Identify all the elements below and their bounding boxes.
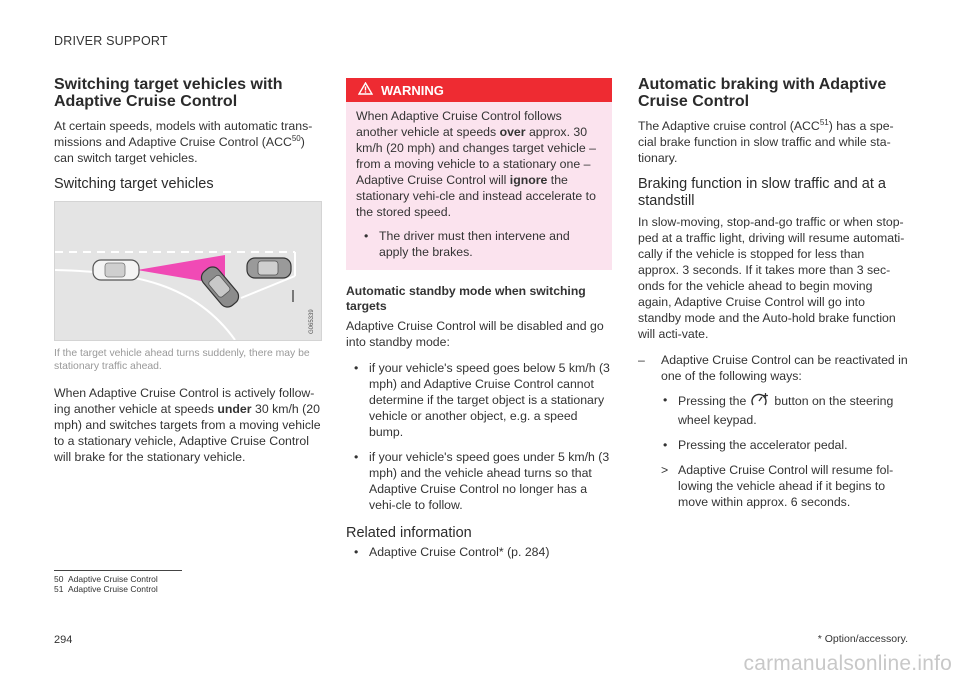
intro-paragraph: At certain speeds, models with automatic trans-missions and Adaptive Cruise Control (ACC$^{50}$) can switch target vehicles. xyxy=(54,119,313,165)
heading-standby-mode: Automatic standby mode when switching targets xyxy=(346,284,586,313)
standby-intro: Adaptive Cruise Control will be disabled and go into standby mode: xyxy=(346,319,604,349)
watermark[interactable]: carmanualsonline.info xyxy=(743,652,952,675)
page-number: 294 xyxy=(54,634,73,646)
figure-code: G065339 xyxy=(309,309,315,334)
subheading-braking-function: Braking function in slow traffic and at a standstill xyxy=(638,176,886,209)
footnote-ref-51[interactable]: 51 xyxy=(819,117,829,127)
list-item: • if your vehicle's speed goes under 5 km/h (3 mph) and the vehicle ahead turns so that Adaptive Cruise Control no longer has a vehi-cle to follow. xyxy=(354,450,610,512)
column-switching-targets xyxy=(54,76,322,475)
warning-box xyxy=(346,78,612,270)
braking-intro: The Adaptive cruise control (ACC$^{51}$) has a spe-cial brake function in slow traffic and while sta-tionary. xyxy=(638,117,894,165)
list-item: • The driver must then intervene and apply the brakes. xyxy=(364,229,570,259)
warning-triangle-icon xyxy=(358,82,373,98)
list-item: • Pressing the accelerator pedal. xyxy=(663,438,848,452)
option-accessory-note: * Option/accessory. xyxy=(817,633,908,645)
column-warning-standby xyxy=(346,78,612,569)
braking-body: In slow-moving, stop-and-go traffic or when stop-ped at a traffic light, driving will resume automati-cally if the vehicle is stopped for less than approx. 3 seconds. If it takes more than 3 sec-onds for the vehicle ahead to begin moving again, Adaptive Cruise Control will go into standby mode and the Auto-hold brake function will acti-vate. xyxy=(638,215,905,341)
reactivation-step: – Adaptive Cruise Control can be reactivated in one of the following ways: xyxy=(638,353,908,383)
footnote-divider xyxy=(54,570,182,571)
list-item: • if your vehicle's speed goes below 5 km/h (3 mph) and Adaptive Cruise Control cannot determine if the target object is a stationary vehicle or another object, e.g. a speed bump. xyxy=(354,361,610,439)
illustration-target-switch xyxy=(54,201,322,341)
list-item: • Pressing the button on the steering wheel keypad. xyxy=(663,393,894,427)
standby-bullets xyxy=(346,360,612,513)
road-illustration xyxy=(55,202,321,340)
section-header: DRIVER SUPPORT xyxy=(54,34,168,48)
footnote-50: 50 Adaptive Cruise Control xyxy=(54,574,158,584)
column-automatic-braking xyxy=(638,76,908,519)
own-vehicle xyxy=(93,260,139,280)
warning-header xyxy=(346,78,612,102)
heading-automatic-braking: Automatic braking with Adaptive Cruise Control xyxy=(638,76,887,110)
figure-caption: If the target vehicle ahead turns suddenly, there may be stationary traffic ahead. xyxy=(54,348,310,372)
heading-switching-target-vehicles: Switching target vehicles with Adaptive Cruise Control xyxy=(54,76,283,110)
warning-label: WARNING xyxy=(381,82,444,98)
stationary-vehicle xyxy=(247,258,291,278)
footnote-51: 51 Adaptive Cruise Control xyxy=(54,584,158,594)
reactivation-options xyxy=(661,392,908,510)
body-paragraph: When Adaptive Cruise Control is actively follow-ing another vehicle at speeds under 30 km/h (20 mph) and switches targets from a moving vehicle to a stationary vehicle, Adaptive Cruise Control will brake for the stationary vehicle. xyxy=(54,386,321,464)
related-link[interactable]: • Adaptive Cruise Control* (p. 284) xyxy=(354,545,550,559)
warning-body xyxy=(346,102,612,270)
heading-related-information: Related information xyxy=(346,525,472,541)
warning-text: When Adaptive Cruise Control follows another vehicle at speeds over approx. 30 km/h (20 mph) and changes target vehicle – from a moving vehicle to a stationary one – Adaptive Cruise Control will ignore the stationary vehi-cle and instead accelerate to the stored speed. xyxy=(356,109,596,219)
result-item: > Adaptive Cruise Control will resume fol-lowing the vehicle ahead if it begins to move within approx. 6 seconds. xyxy=(661,463,894,509)
resume-speedometer-icon xyxy=(750,392,770,412)
related-list xyxy=(346,544,612,560)
footnote-ref-50[interactable]: 50 xyxy=(291,133,301,143)
subheading-switching: Switching target vehicles xyxy=(54,176,214,192)
warning-bullets xyxy=(356,228,602,260)
